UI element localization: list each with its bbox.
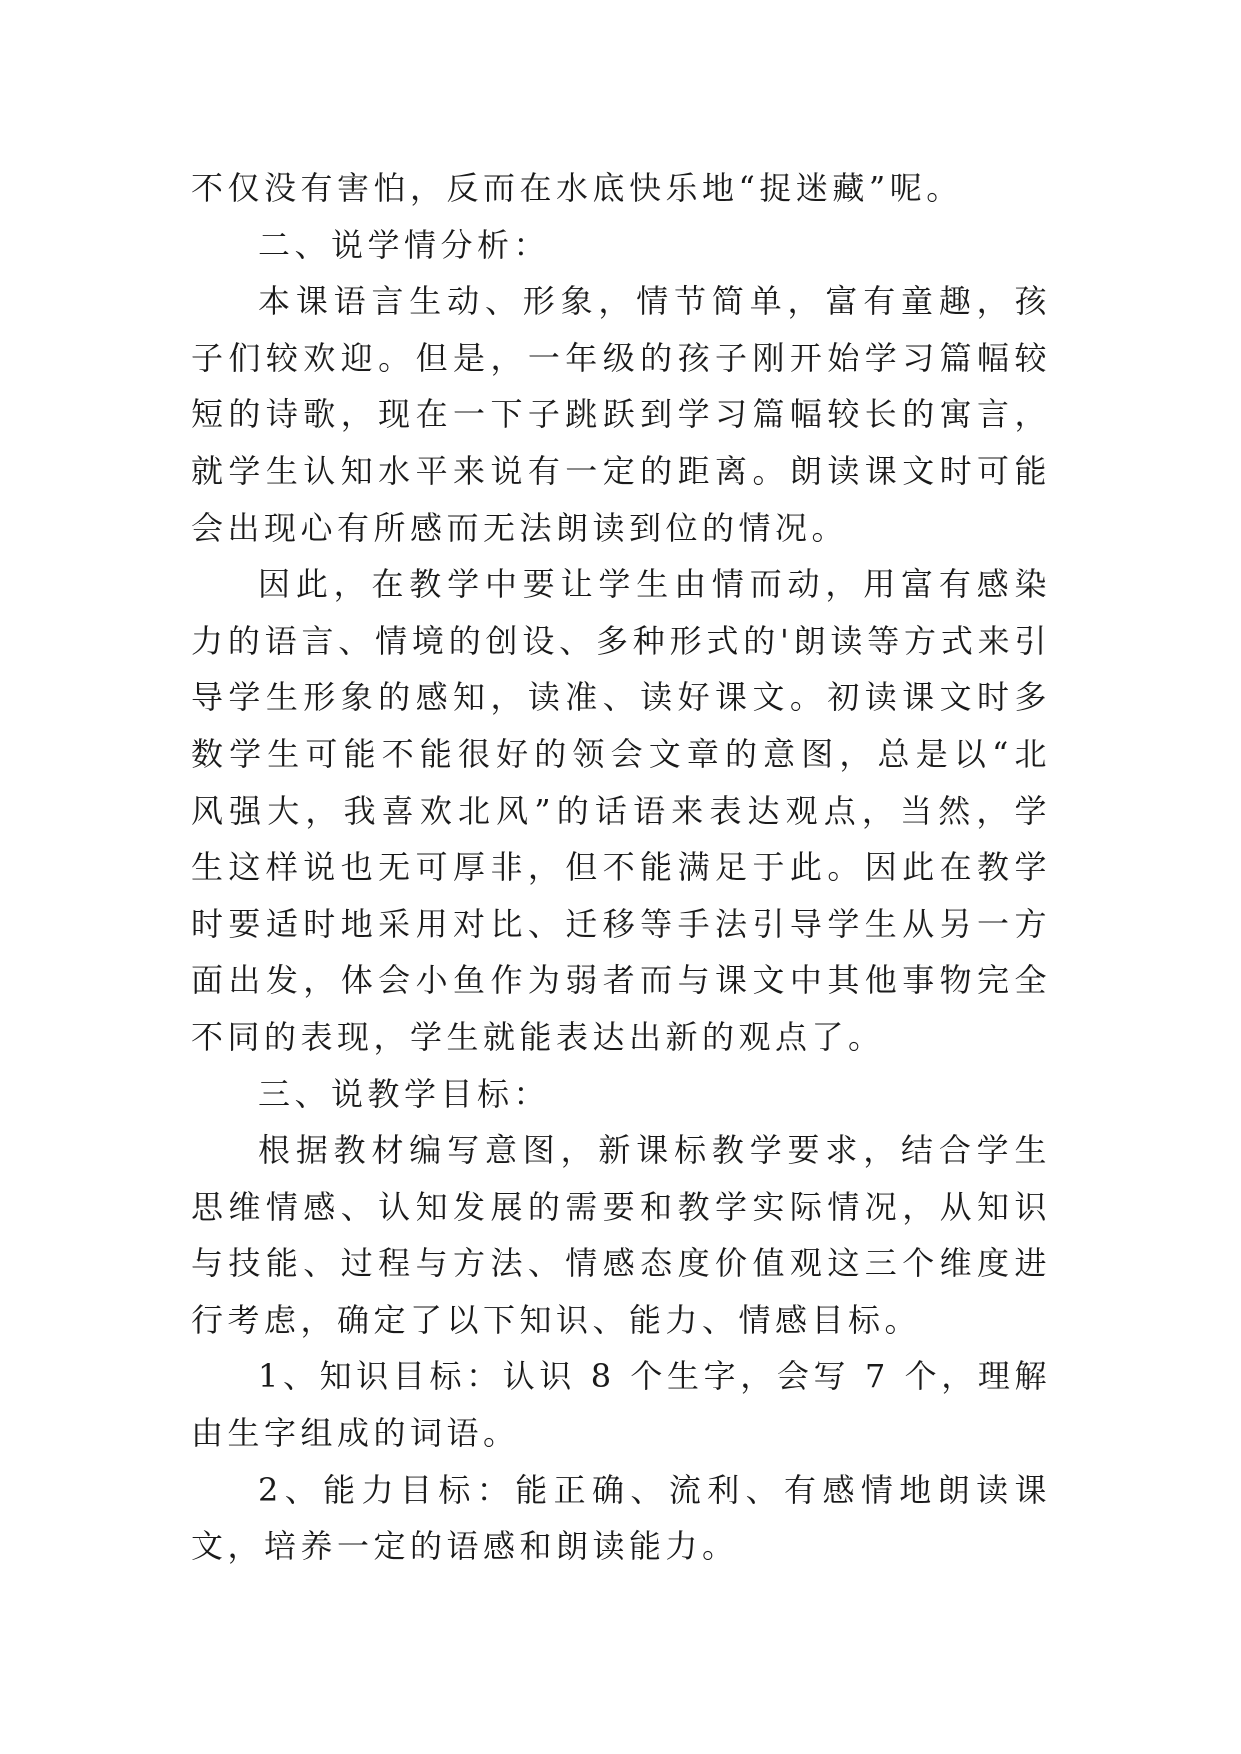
paragraph-teaching-approach: 因此，在教学中要让学生由情而动，用富有感染力的语言、情境的创设、多种形式的'朗读等方式来引导学生形象的感知，读准、读好课文。初读课文时多数学生可能不能很好的领会文章的意图，总是以“北风强大，我喜欢北风”的话语来表达观点，当然，学生这样说也无可厚非，但不能满足于此。因此在教学时要适时地采用对比、迁移等手法引导学生从另一方面出发，体会小鱼作为弱者而与课文中其他事物完全不同的表现，学生就能表达出新的观点了。 <box>191 565 1051 1056</box>
paragraph-teaching-goals: 根据教材编写意图，新课标教学要求，结合学生思维情感、认知发展的需要和教学实际情况，从知识与技能、过程与方法、情感态度价值观这三个维度进行考虑，确定了以下知识、能力、情感目标。 <box>191 1131 1051 1339</box>
paragraph-continuation: 不仅没有害怕，反而在水底快乐地“捉迷藏”呢。 <box>191 169 963 207</box>
document-page <box>191 160 1051 1575</box>
goal-ability: 2、能力目标：能正确、流利、有感情地朗读课文，培养一定的语感和朗读能力。 <box>191 1470 1051 1566</box>
section-heading-learning-analysis: 二、说学情分析： <box>258 225 551 264</box>
section-heading-teaching-goals: 三、说教学目标： <box>258 1074 551 1113</box>
paragraph-learning-analysis: 本课语言生动、形象，情节简单，富有童趣，孩子们较欢迎。但是，一年级的孩子刚开始学习篇幅较短的诗歌，现在一下子跳跃到学习篇幅较长的寓言，就学生认知水平来说有一定的距离。朗读课文时可能会出现心有所感而无法朗读到位的情况。 <box>191 282 1051 547</box>
goal-knowledge: 1、知识目标：认识 8 个生字，会写 7 个，理解由生字组成的词语。 <box>191 1357 1051 1453</box>
